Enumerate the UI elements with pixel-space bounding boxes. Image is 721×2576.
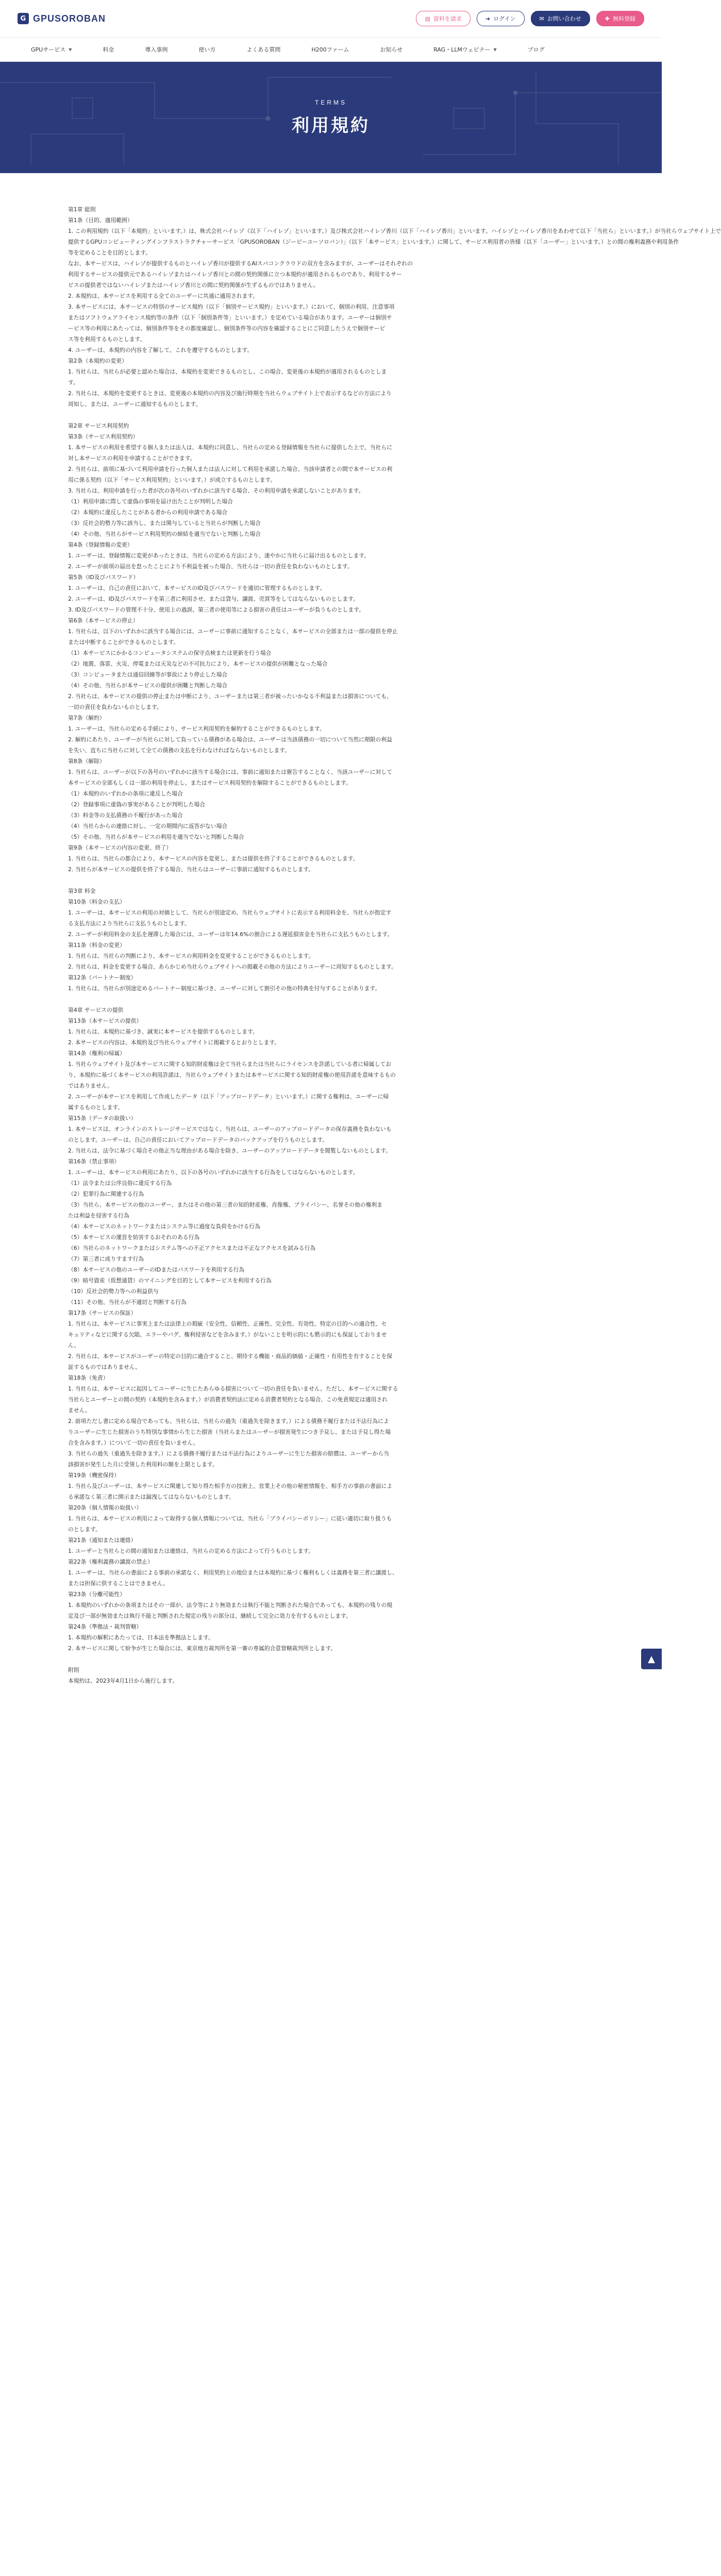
terms-line: （1）法令または公序良俗に違反する行為 — [68, 1180, 172, 1187]
terms-line: る支払方法により当社らに支払うものとします。 — [68, 920, 190, 927]
terms-line: 第9条（本サービスの内容の変更、終了） — [68, 844, 172, 851]
login-icon: ➜ — [485, 15, 491, 22]
terms-line: 第7条（解約） — [68, 715, 105, 721]
terms-line: なお、本サービスは、ハイレゾが提供するものとハイレゾ香川が提供するAIスパコンクラウドの双方を含みますが、ユーザーはそれぞれの — [68, 260, 413, 267]
user-plus-icon: ✚ — [605, 15, 610, 22]
terms-line: 2. 当社らは、本サービスの提供の停止または中断により、ユーザーまたは第三者が被ったいかなる不利益または損害についても、 — [68, 693, 392, 700]
chevron-down-icon: ▼ — [69, 47, 72, 52]
terms-line: 第19条（機密保持） — [68, 1472, 120, 1479]
terms-line: 2. 解約にあたり、ユーザーが当社らに対して負っている債務がある場合は、ユーザーは当該債務の一切について当然に期限の利益 — [68, 736, 392, 743]
terms-line: キュリティなどに関する欠陥、エラーやバグ、権利侵害などを含みます。）がないことを明示的にも黙示的にも保証しておりませ — [68, 1331, 387, 1338]
terms-line: 1. 当社ら及びユーザーは、本サービスに関連して知り得た相手方の技術上、営業上その他の秘密情報を、相手方の事前の書面によ — [68, 1483, 393, 1489]
terms-line: 1. ユーザーは、本サービスの利用にあたり、以下の各号のいずれかに該当する行為をしてはならないものとします。 — [68, 1169, 359, 1176]
terms-line: 第13条（本サービスの提供） — [68, 1018, 142, 1024]
terms-line: 第8条（解除） — [68, 758, 105, 765]
terms-line: 1. この利用規約（以下「本規約」といいます。）は、株式会社ハイレゾ（以下「ハイレゾ」といいます。）及び株式会社ハイレゾ香川（以下「ハイレゾ香川」といいます。ハイレゾとハイレゾ香川をあわせて以下「当社ら」といいます。）が当社らウェブサイト上で — [68, 228, 721, 234]
terms-line: （1）本サービスにかかるコンピュータシステムの保守点検または更新を行う場合 — [68, 650, 272, 656]
terms-line: 本サービスの全部もしくは一部の利用を停止し、またはサービス利用契約を解除することができるものとします。 — [68, 779, 351, 786]
terms-line: 2. 当社らが本サービスの提供を終了する場合、当社らはユーザーに事前に通知するものとします。 — [68, 866, 314, 873]
terms-line: のとします。 — [68, 1526, 101, 1533]
terms-line: 1. 当社らは、当社らが必要と認めた場合は、本規約を変更できるものとし、この場合、変更後の本規約が適用されるものとしま — [68, 368, 387, 375]
terms-line: （3）コンピュータまたは通信回線等が事故により停止した場合 — [68, 671, 228, 678]
logo[interactable] — [18, 13, 106, 24]
terms-line: 第16条（禁止事項） — [68, 1158, 120, 1165]
terms-line: 第6条（本サービスの停止） — [68, 617, 139, 624]
terms-line: のとします。ユーザーは、自己の責任においてアップロードデータのバックアップを行うものとします。 — [68, 1137, 328, 1143]
request-docs-button[interactable] — [416, 11, 470, 26]
terms-line: 第20条（個人情報の取扱い） — [68, 1504, 142, 1511]
terms-line: 1. 当社らは、以下のいずれかに該当する場合には、ユーザーに事前に通知することなく、本サービスの全部または一部の提供を停止 — [68, 628, 398, 635]
terms-line: 1. 当社らは、当社らが別途定めるパートナー制度に基づき、ユーザーに対して割引その他の特典を付与することがあります。 — [68, 985, 381, 992]
terms-line: （3）料金等の支払債務の不履行があった場合 — [68, 812, 183, 819]
terms-line: （4）本サービスのネットワークまたはシステム等に過度な負荷をかける行為 — [68, 1223, 260, 1230]
terms-line: （6）当社らのネットワークまたはシステム等への不正アクセスまたは不正なアクセスを試みる行為 — [68, 1245, 316, 1251]
nav-item-label: 使い方 — [198, 46, 216, 53]
terms-line: （2）地震、落雷、火災、停電または天災などの不可抗力により、本サービスの提供が困難となった場合 — [68, 660, 328, 667]
terms-line: 2. 当社らは、本サービスがユーザーの特定の目的に適合すること、期待する機能・商品的価値・正確性・有用性を有することを保 — [68, 1353, 393, 1360]
terms-line: 1. ユーザーは、本サービスの利用の対価として、当社らが別途定め、当社らウェブサイトに表示する利用料金を、当社らが指定す — [68, 909, 392, 916]
terms-line: 3. 本サービスには、本サービスの特別のサービス規約（以下「個別サービス規約」といいます。）において、個別の利用、注意事項 — [68, 303, 395, 310]
terms-line: 1. 当社らは、当社らの判断により、本サービスの利用料金を変更することができるものとします。 — [68, 953, 314, 959]
terms-line: またはソフトウェアライセンス規約等の条件（以下「個別条件等」といいます。）を定めている場合があります。ユーザーは個別サ — [68, 314, 392, 321]
nav-item[interactable] — [231, 45, 296, 54]
nav-item-label: H200ファーム — [311, 46, 349, 53]
terms-line: 1. ユーザーは、当社らの書面による事前の承諾なく、利用契約上の地位または本規約に基づく権利もしくは義務を第三者に譲渡し、 — [68, 1569, 398, 1576]
terms-line: 2. 当社らは、法令に基づく場合その他正当な理由がある場合を除き、ユーザーのアップロードデータを閲覧しないものとします。 — [68, 1147, 392, 1154]
terms-line: 2. 当社らは、料金を変更する場合、あらかじめ当社らウェブサイトへの掲載その他の方法によりユーザーに周知するものとします。 — [68, 963, 397, 970]
terms-line — [68, 410, 594, 420]
terms-line: 第3章 料金 — [68, 888, 96, 894]
terms-line: 1. 本サービスは、オンラインのストレージサービスではなく、当社らは、ユーザーのアップロードデータの保存義務を負わないも — [68, 1126, 392, 1132]
nav-item-label: よくある質問 — [246, 46, 281, 53]
terms-line: 第3条（サービス利用契約） — [68, 433, 139, 440]
document-icon: ▤ — [425, 15, 430, 22]
terms-line: 3. 当社らの過失（重過失を除きます。）による債務不履行または不法行為によりユーザーに生じた損害の賠償は、ユーザーから当 — [68, 1450, 389, 1457]
terms-line: 第5条（ID及びパスワード） — [68, 574, 139, 581]
request-docs-label: 資料を請求 — [433, 15, 462, 22]
terms-line: 1. 本サービスの利用を希望する個人または法人は、本規約に同意し、当社らの定める登録情報を当社らに提供した上で、当社らに — [68, 444, 392, 451]
nav-item[interactable] — [364, 45, 418, 54]
terms-line: ービス等の利用にあたっては、個別条件等をその都度確認し、個別条件等の内容を確認することにご同意したうえで個別サービ — [68, 325, 385, 332]
terms-line: を失い、直ちに当社らに対して全ての債務の支払を行わなければならないものとします。 — [68, 747, 291, 754]
terms-line: 3. 当社らは、利用申請を行った者が次の各号のいずれかに該当する場合、その利用申請を承諾しないことがあります。 — [68, 487, 364, 494]
terms-line: 2. ユーザーは、ID及びパスワードを第三者に利用させ、または貸与、譲渡、売買等をしてはならないものとします。 — [68, 596, 359, 602]
nav-item-label: お知らせ — [380, 46, 403, 53]
terms-line: 本規約は、2023年4月1日から施行します。 — [68, 1677, 178, 1684]
terms-document — [68, 173, 721, 1686]
terms-line: 一切の責任を負わないものとします。 — [68, 704, 162, 710]
terms-line: 2. 本規約は、本サービスを利用する全てのユーザーに共通に適用されます。 — [68, 293, 259, 299]
terms-line: 1. 本規約のいずれかの条項またはその一部が、法令等により無効または執行不能と判断された場合であっても、本規約の残りの規 — [68, 1602, 393, 1608]
scroll-top-button[interactable] — [641, 1649, 662, 1669]
terms-line: 第18条（免責） — [68, 1375, 109, 1381]
terms-line: 定及び一部が無効または執行不能と判断された規定の残りの部分は、継続して完全に効力を有するものとします。 — [68, 1613, 351, 1619]
terms-line: 第1条（目的、適用範囲） — [68, 217, 133, 224]
terms-line — [68, 875, 594, 886]
terms-line: 1. 当社らは、本サービスに起因してユーザーに生じたあらゆる損害について一切の責任を負いません。ただし、本サービスに関する — [68, 1385, 398, 1392]
logo-text: GPUSOROBAN — [33, 13, 106, 24]
terms-line: 2. 当社らは、前項に基づいて利用申請を行った個人または法人に対して利用を承諾した場合、当該申請者との間で本サービスの利 — [68, 466, 393, 472]
terms-line: 第15条（データの取扱い） — [68, 1115, 137, 1122]
terms-line: （10）反社会的勢力等への利益供与 — [68, 1288, 159, 1295]
terms-line: または中断することができるものとします。 — [68, 639, 179, 646]
terms-line: 第2条（本規約の変更） — [68, 358, 127, 364]
terms-line: 1. 本規約の解釈にあたっては、日本法を準拠法とします。 — [68, 1634, 214, 1641]
terms-line — [68, 994, 594, 1005]
terms-line: （5）その他、当社らが本サービスの利用を適当でないと判断した場合 — [68, 834, 244, 840]
nav-item[interactable] — [129, 45, 183, 54]
terms-line: 1. 当社らは、本サービスに事実上または法律上の瑕疵（安全性、信頼性、正確性、完全性、有効性、特定の目的への適合性、セ — [68, 1320, 387, 1327]
terms-line: 2. 当社らは、本規約を変更するときは、変更後の本規約の内容及び施行時期を当社らウェブサイト上で表示するなどの方法により — [68, 390, 392, 397]
site-header — [0, 0, 662, 37]
terms-line: 2. 本サービスに関して紛争が生じた場合には、東京地方裁判所を第一審の専属的合意管轄裁判所とします。 — [68, 1645, 337, 1652]
terms-line: 用に係る契約（以下「サービス利用契約」といいます。）が成立するものとします。 — [68, 477, 276, 483]
terms-line: （5）本サービスの運営を妨害するおそれのある行為 — [68, 1234, 200, 1241]
terms-line: 1. ユーザーと当社らとの間の通知または連絡は、当社らの定める方法によって行うものとします。 — [68, 1548, 314, 1554]
terms-line — [68, 1654, 594, 1665]
contact-label: お問い合わせ — [547, 15, 581, 22]
nav-item[interactable] — [296, 45, 364, 54]
terms-line: ス等を利用するものとします。 — [68, 336, 146, 343]
terms-line: （3）反社会的勢力等に該当し、または関与していると当社らが判断した場合 — [68, 520, 261, 527]
nav-item-label: RAG・LLMウェビナー — [433, 46, 491, 53]
terms-line: 合を含みます。）について一切の責任を負いません。 — [68, 1439, 199, 1446]
hero-banner — [0, 62, 662, 173]
hero-label: TERMS — [315, 98, 347, 106]
header-actions — [416, 11, 644, 26]
terms-line: 附則 — [68, 1667, 79, 1673]
terms-line: 第4条（登録情報の変更） — [68, 541, 133, 548]
terms-line: （1）利用申請に際して虚偽の事項を届け出たことが判明した場合 — [68, 498, 233, 505]
terms-line: る承諾なく第三者に開示または漏洩してはならないものとします。 — [68, 1494, 235, 1500]
login-button[interactable] — [477, 11, 525, 26]
terms-line: 第4章 サービスの提供 — [68, 1007, 124, 1013]
terms-line: 第17条（サービスの保証） — [68, 1310, 137, 1316]
terms-line: または担保に供することはできません。 — [68, 1580, 169, 1587]
chevron-down-icon: ▼ — [493, 47, 497, 52]
nav-item[interactable] — [87, 45, 129, 54]
terms-line: 1. 当社らは、本規約に基づき、誠実に本サービスを提供するものとします。 — [68, 1028, 258, 1035]
terms-line: 当社らとユーザーとの間の契約（本規約を含みます。）が消費者契約法に定める消費者契約となる場合、この免責規定は適用され — [68, 1396, 388, 1403]
logo-mark-icon: G — [18, 13, 29, 24]
terms-line: りユーザーに生じた損害のうち特別な事情から生じた損害（当社らまたはユーザーが損害発生につき予見し、または予見し得た場 — [68, 1429, 391, 1435]
terms-line: 1. 当社らは、本サービスの利用によって取得する個人情報については、当社ら「プライバシーポリシー」に従い適切に取り扱うも — [68, 1515, 392, 1522]
terms-line: （4）当社らからの連絡に対し、一定の期間内に返答がない場合 — [68, 823, 228, 829]
nav-item[interactable] — [418, 45, 512, 54]
mail-icon: ✉ — [539, 15, 544, 22]
contact-button[interactable] — [531, 11, 590, 26]
nav-item-label: ブログ — [527, 46, 545, 53]
terms-line: ません。 — [68, 1407, 91, 1414]
terms-line: 第2章 サービス利用契約 — [68, 422, 129, 429]
terms-line: 利用するサービスの提供元であるハイレゾまたはハイレゾ香川との間の契約関係に立つ本規約が適用されるものであり、利用するサー — [68, 271, 402, 278]
page-title: 利用規約 — [292, 115, 370, 135]
terms-line: （4）その他、当社らがサービス利用契約の締結を適当でないと判断した場合 — [68, 531, 261, 537]
terms-line: 2. ユーザーが前項の届出を怠ったことにより不利益を被った場合、当社らは一切の責任を負わないものとします。 — [68, 563, 353, 570]
terms-line: （9）暗号資産（仮想通貨）のマイニングを目的として本サービスを利用する行為 — [68, 1277, 272, 1284]
terms-line: 周知し、または、ユーザーに通知するものとします。 — [68, 401, 202, 408]
terms-line: す。 — [68, 379, 79, 386]
terms-line: （1）本規約のいずれかの条項に違反した場合 — [68, 790, 183, 797]
terms-line: 4. ユーザーは、本規約の内容を了解して、これを遵守するものとします。 — [68, 347, 253, 353]
signup-label: 無料登録 — [613, 15, 635, 22]
terms-line: （2）犯罪行為に関連する行為 — [68, 1191, 144, 1197]
terms-line: 1. 当社らウェブサイト及び本サービスに関する知的財産権は全て当社らまたは当社らにライセンスを許諾している者に帰属してお — [68, 1061, 391, 1067]
signup-button[interactable] — [596, 11, 644, 26]
terms-line: （8）本サービスの他のユーザーのIDまたはパスワードを利用する行為 — [68, 1266, 245, 1273]
terms-line: 2. 本サービスの内容は、本規約及び当社らウェブサイトに掲載するとおりとします。 — [68, 1039, 280, 1046]
terms-line: 第1章 総則 — [68, 206, 96, 213]
terms-line: 1. ユーザーは、当社らの定める手続により、サービス利用契約を解約することができるものとします。 — [68, 725, 325, 732]
terms-line: 第21条（通知または連絡） — [68, 1537, 137, 1544]
terms-line: 第12条（パートナー制度） — [68, 974, 137, 981]
terms-line: 1. 当社らは、当社らの都合により、本サービスの内容を変更し、または提供を終了することができるものとします。 — [68, 855, 359, 862]
terms-line: 第24条（準拠法・裁判管轄） — [68, 1623, 142, 1630]
terms-line: ではありません。 — [68, 1082, 113, 1089]
terms-line: 等を定めることを目的とします。 — [68, 249, 152, 256]
terms-line: （2）登録事項に虚偽の事実があることが判明した場合 — [68, 801, 205, 808]
terms-line: （7）第三者に成りすます行為 — [68, 1256, 144, 1262]
terms-line: 提供するGPUコンピューティングインフラストラクチャーサービス「GPUSOROBAN（ジーピーユーソロバン）」（以下「本サービス」といいます。）に関して、サービス利用者の皆様（以下「ユーザー」といいます。）との間の権利義務や利用条件 — [68, 239, 679, 245]
terms-line: 対し本サービスの利用を申請することができます。 — [68, 455, 196, 462]
main-nav — [0, 37, 662, 62]
terms-line: 第14条（権利の帰属） — [68, 1050, 125, 1057]
nav-item[interactable] — [512, 45, 560, 54]
terms-line: （3）当社ら、本サービスの他のユーザー、またはその他の第三者の知的財産権、肖像権、プライバシー、名誉その他の権利ま — [68, 1201, 383, 1208]
terms-line: 証するものではありません。 — [68, 1364, 141, 1370]
terms-line: 第22条（権利義務の譲渡の禁止） — [68, 1558, 153, 1565]
terms-line: 2. ユーザーが本サービスを利用して作成したデータ（以下「アップロードデータ」といいます。）に関する権利は、ユーザーに帰 — [68, 1093, 389, 1100]
terms-line: 第23条（分離可能性） — [68, 1591, 125, 1598]
terms-line: 1. ユーザーは、登録情報に変更があったときは、当社らの定める方法により、速やかに当社らに届け出るものとします。 — [68, 552, 370, 559]
nav-item[interactable] — [183, 45, 231, 54]
terms-line: 第11条（料金の変更） — [68, 942, 125, 948]
nav-item[interactable] — [15, 45, 87, 54]
terms-line: （11）その他、当社らが不適切と判断する行為 — [68, 1299, 187, 1306]
terms-line: 1. 当社らは、ユーザーが以下の各号のいずれかに該当する場合には、事前に通知または催告することなく、当該ユーザーに対して — [68, 769, 392, 775]
terms-line: ビスの提供者ではないハイレゾまたはハイレゾ香川との間に契約関係が生ずるものではありません。 — [68, 282, 319, 289]
terms-line: り、本規約に基づく本サービスの利用許諾は、当社らウェブサイトまたは本サービスに関する知的財産権の使用許諾を意味するもの — [68, 1072, 396, 1078]
terms-line: （4）その他、当社らが本サービスの提供が困難と判断した場合 — [68, 682, 228, 689]
login-label: ログイン — [493, 15, 516, 22]
terms-line: （2）本規約に違反したことがある者からの利用申請である場合 — [68, 509, 228, 516]
terms-line: 該損害が発生した月に受領した利用料の額を上限とします。 — [68, 1461, 218, 1468]
terms-line: 属するものとします。 — [68, 1104, 124, 1111]
terms-line: たは利益を侵害する行為 — [68, 1212, 129, 1219]
terms-line: 2. 前項ただし書に定める場合であっても、当社らは、当社らの過失（重過失を除きます。）による債務不履行または不法行為によ — [68, 1418, 389, 1425]
nav-item-label: GPUサービス — [31, 46, 66, 53]
nav-item-label: 料金 — [103, 46, 114, 53]
nav-item-label: 導入事例 — [145, 46, 168, 53]
terms-line: 1. ユーザーは、自己の責任において、本サービスのID及びパスワードを適切に管理するものとします。 — [68, 585, 326, 591]
terms-line: ん。 — [68, 1342, 80, 1349]
terms-line: 3. ID及びパスワードの管理不十分、使用上の過誤、第三者の使用等による損害の責任はユーザーが負うものとします。 — [68, 606, 365, 613]
terms-line: 2. ユーザーが利用料金の支払を遅滞した場合には、ユーザーは年14.6%の割合による遅延損害金を当社らに支払うものとします。 — [68, 931, 393, 938]
terms-line: 第10条（料金の支払） — [68, 899, 125, 905]
arrow-up-icon: ▲ — [648, 1653, 655, 1665]
